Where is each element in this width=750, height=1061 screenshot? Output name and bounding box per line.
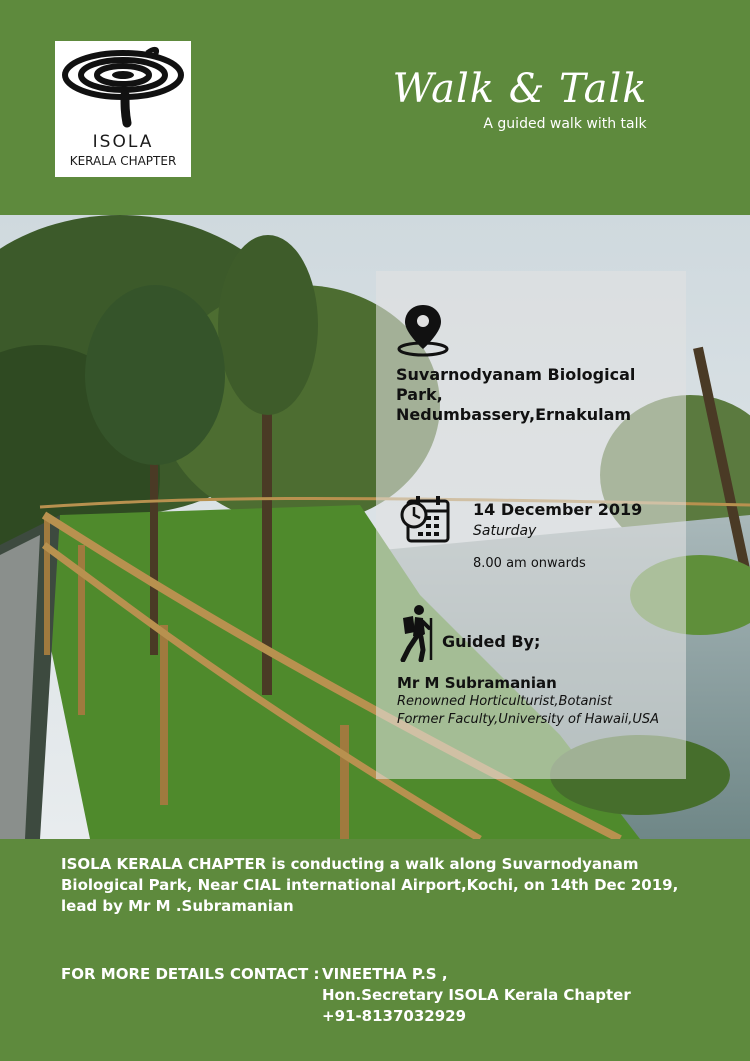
- contact-label: FOR MORE DETAILS CONTACT :: [61, 965, 320, 983]
- contact-name: VINEETHA P.S ,: [322, 965, 448, 983]
- guide-description-2: Former Faculty,University of Hawaii,USA: [397, 712, 659, 727]
- location-line-1: Suvarnodyanam Biological Park,: [396, 365, 636, 404]
- location-line-2: Nedumbassery,Ernakulam: [396, 405, 632, 424]
- location-pin-icon: [397, 303, 449, 357]
- contact-phone[interactable]: +91-8137032929: [322, 1007, 467, 1025]
- hiker-icon: [395, 604, 437, 662]
- logo-subtitle: KERALA CHAPTER: [69, 154, 177, 168]
- event-time: 8.00 am onwards: [473, 556, 586, 571]
- isola-logo: [55, 41, 191, 177]
- event-location: [396, 365, 686, 425]
- logo-name: ISOLA: [92, 132, 154, 152]
- event-description: ISOLA KERALA CHAPTER is conducting a walk along Suvarnodyanam Biological Park, Near CIAL international Airport,Kochi, on 14th Dec 2019, lead by Mr M .Subramanian: [61, 855, 679, 915]
- calendar-clock-icon: [400, 495, 450, 543]
- guided-by-label: Guided By;: [442, 632, 541, 651]
- guide-name: Mr M Subramanian: [397, 674, 557, 692]
- poster-subtitle: A guided walk with talk: [483, 116, 647, 132]
- contact-role: Hon.Secretary ISOLA Kerala Chapter: [322, 986, 631, 1004]
- guide-description-1: Renowned Horticulturist,Botanist: [397, 694, 613, 709]
- event-info-panel: [376, 271, 686, 779]
- event-date: 14 December 2019: [473, 500, 643, 519]
- poster-title: Walk & Talk: [392, 66, 648, 112]
- event-day: Saturday: [473, 523, 537, 539]
